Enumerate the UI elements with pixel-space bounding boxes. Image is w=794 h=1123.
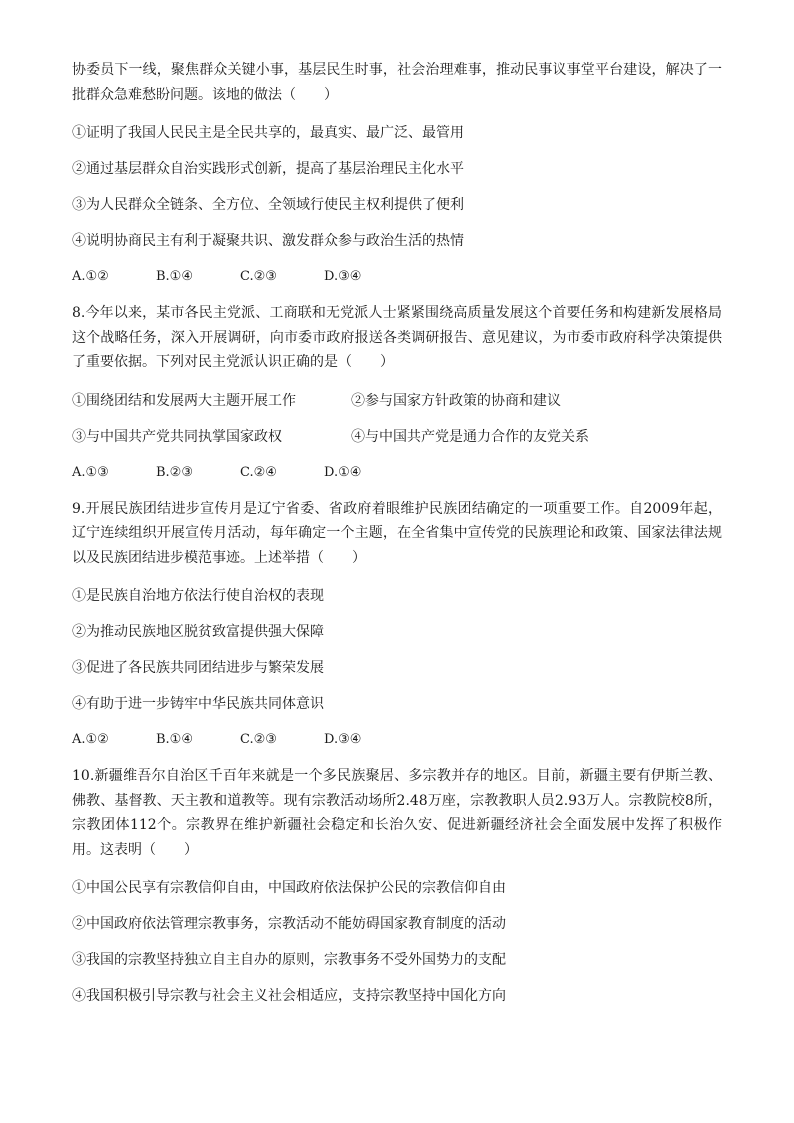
q9-answer-c: C.②③ (240, 732, 277, 747)
q8-answer-choices (72, 463, 722, 483)
q9-option-2: ②为推动民族地区脱贫致富提供强大保障 (72, 624, 324, 640)
q9-option-1: ①是民族自治地方依法行使自治权的表现 (72, 588, 324, 604)
q7-option-2: ②通过基层群众自治实践形式创新，提高了基层治理民主化水平 (72, 161, 464, 177)
q7-stem: 协委员下一线，聚焦群众关键小事，基层民生时事，社会治理难事，推动民事议事堂平台建设，解决了一批群众急难愁盼问题。该地的做法（ ） (72, 62, 722, 103)
q9-answer-a: A.①② (72, 732, 109, 747)
q8-answer-c: C.②④ (240, 464, 277, 480)
q8-stem: 8.今年以来，某市各民主党派、工商联和无党派人士紧紧围绕高质量发展这个首要任务和构建新发展格局这个战略任务，深入开展调研，向市委市政府报送各类调研报告、意见建议，为市委市政府科学决策提供了重要依据。下列对民主党派认识正确的是（ ） (72, 305, 722, 370)
q7-answer-choices (72, 267, 722, 287)
q7-answer-d: D.③④ (324, 269, 362, 284)
exam-page (72, 58, 722, 1006)
q8-option-2: ②参与国家方针政策的协商和建议 (351, 392, 561, 409)
q7-option-3: ③为人民群众全链条、全方位、全领域行使民主权利提供了便利 (72, 197, 464, 213)
q8-options-row-2 (72, 427, 722, 447)
q8-answer-a: A.①③ (72, 464, 109, 480)
q8-answer-d: D.①④ (324, 464, 362, 480)
q8-options-row-1 (72, 391, 722, 411)
q7-answer-a: A.①② (72, 269, 109, 284)
q9-answer-choices (72, 730, 722, 750)
q7-answer-c: C.②③ (240, 269, 277, 284)
q10-option-3: ③我国的宗教坚持独立自主自办的原则，宗教事务不受外国势力的支配 (72, 952, 506, 968)
q10-stem: 10.新疆维吾尔自治区千百年来就是一个多民族聚居、多宗教并存的地区。目前，新疆主要有伊斯兰教、佛教、基督教、天主教和道教等。现有宗教活动场所2.48万座，宗教教职人员2.93万人。宗教院校8所，宗教团体112个。宗教界在维护新疆社会稳定和长治久安、促进新疆经济社会全面发展中发挥了积极作用。这表明（ ） (72, 768, 722, 858)
q8-option-1: ①围绕团结和发展两大主题开展工作 (72, 392, 296, 409)
q8-option-3: ③与中国共产党共同执掌国家政权 (72, 428, 282, 445)
q7-option-1: ①证明了我国人民民主是全民共享的，最真实、最广泛、最管用 (72, 125, 464, 141)
q7-option-4: ④说明协商民主有利于凝聚共识、激发群众参与政治生活的热情 (72, 233, 464, 249)
q9-answer-d: D.③④ (324, 732, 362, 747)
q8-option-4: ④与中国共产党是通力合作的友党关系 (351, 428, 589, 445)
q10-option-2: ②中国政府依法管理宗教事务，宗教活动不能妨碍国家教育制度的活动 (72, 916, 506, 932)
q9-option-4: ④有助于进一步铸牢中华民族共同体意识 (72, 696, 324, 712)
q8-answer-b: B.②③ (156, 464, 193, 480)
q9-stem: 9.开展民族团结进步宣传月是辽宁省委、省政府着眼维护民族团结确定的一项重要工作。自2009年起，辽宁连续组织开展宣传月活动，每年确定一个主题，在全省集中宣传党的民族理论和政策、国家法律法规以及民族团结进步模范事迹。上述举措（ ） (72, 500, 722, 566)
q10-option-1: ①中国公民享有宗教信仰自由，中国政府依法保护公民的宗教信仰自由 (72, 880, 506, 896)
q10-option-4: ④我国积极引导宗教与社会主义社会相适应，支持宗教坚持中国化方向 (72, 988, 506, 1004)
q7-answer-b: B.①④ (156, 269, 193, 284)
q9-option-3: ③促进了各民族共同团结进步与繁荣发展 (72, 660, 324, 676)
q9-answer-b: B.①④ (156, 732, 193, 747)
